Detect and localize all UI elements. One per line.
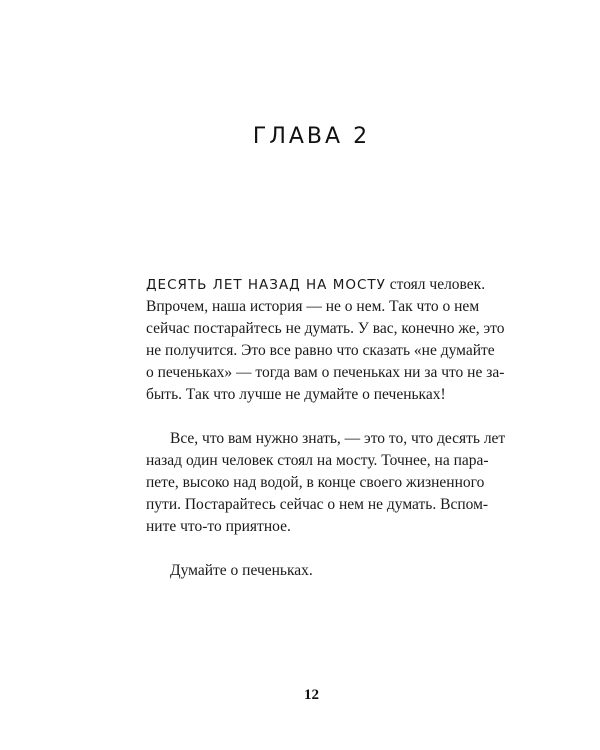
chapter-title: ГЛАВА 2 bbox=[252, 124, 371, 149]
text-line: не получится. Это все равно что сказать «не думайте bbox=[146, 342, 495, 359]
paragraph-gap bbox=[146, 538, 478, 560]
text-line: Все, что вам нужно знать, — это то, что десять лет bbox=[170, 430, 506, 447]
text-line: быть. Так что лучше не думайте о печеньках! bbox=[146, 386, 446, 403]
paragraph-1 bbox=[146, 274, 505, 406]
text-line: сейчас постарайтесь не думать. У вас, конечно же, это bbox=[146, 320, 505, 337]
text-line-segment: стоял человек. bbox=[385, 276, 486, 293]
paragraph-2 bbox=[146, 428, 506, 538]
lead-in-text: ДЕСЯТЬ ЛЕТ НАЗАД НА МОСТУ bbox=[146, 277, 386, 293]
chapter-body bbox=[146, 274, 506, 582]
text-line: пути. Постарайтесь сейчас о нем не думать. Вспом- bbox=[146, 496, 489, 513]
text-line bbox=[146, 274, 486, 296]
text-line: ните что-то приятное. bbox=[146, 518, 291, 535]
page-number: 12 bbox=[304, 687, 319, 703]
paragraph-gap bbox=[146, 406, 478, 428]
text-line: Впрочем, наша история — не о нем. Так что о нем bbox=[146, 298, 480, 315]
paragraph-3 bbox=[146, 560, 478, 582]
text-line: назад один человек стоял на мосту. Точнее, на пара- bbox=[146, 452, 489, 469]
text-line: пете, высоко над водой, в конце своего жизненного bbox=[146, 474, 485, 491]
text-line: о печеньках» — тогда вам о печеньках ни за что не за- bbox=[146, 364, 505, 381]
text-line: Думайте о печеньках. bbox=[170, 562, 313, 579]
